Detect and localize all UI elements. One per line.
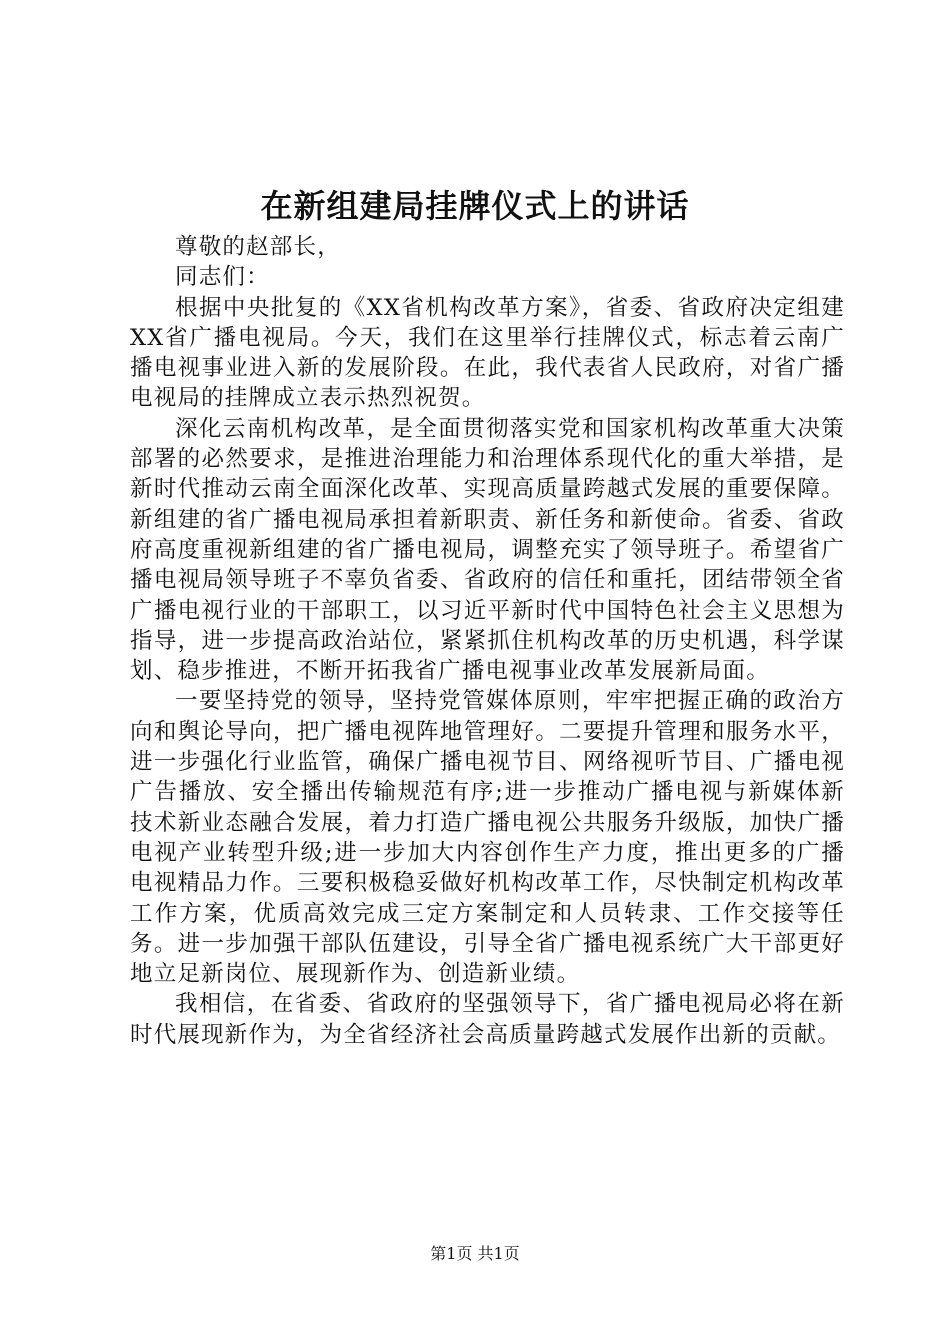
body-paragraph: 深化云南机构改革，是全面贯彻落实党和国家机构改革重大决策部署的必然要求，是推进治理能力和治理体系现代化的重大举措，是新时代推动云南全面深化改革、实现高质量跨越式发展的重要保障。新组建的省广播电视局承担着新职责、新任务和新使命。省委、省政府高度重视新组建的省广播电视局，调整充实了领导班子。希望省广播电视局领导班子不辜负省委、省政府的信任和重托，团结带领全省广播电视行业的干部职工，以习近平新时代中国特色社会主义思想为指导，进一步提高政治站位，紧紧抓住机构改革的历史机遇，科学谋划、稳步推进，不断开拓我省广播电视事业改革发展新局面。 bbox=[130, 415, 845, 685]
salutation-line: 同志们： bbox=[175, 264, 270, 291]
body-paragraph: 我相信，在省委、省政府的坚强领导下，省广播电视局必将在新时代展现新作为，为全省经济社会高质量跨越式发展作出新的贡献。 bbox=[130, 991, 845, 1048]
page-footer: 第1页 共1页 bbox=[430, 1244, 520, 1263]
body-paragraph: 根据中央批复的《XX省机构改革方案》，省委、省政府决定组建XX省广播电视局。今天，我们在这里举行挂牌仪式，标志着云南广播电视事业进入新的发展阶段。在此，我代表省人民政府，对省广播电视局的挂牌成立表示热烈祝贺。 bbox=[130, 294, 845, 412]
page-title: 在新组建局挂牌仪式上的讲话 bbox=[260, 187, 690, 225]
salutation-line: 尊敬的赵部长， bbox=[175, 234, 341, 260]
body-paragraph: 一要坚持党的领导，坚持党管媒体原则，牢牢把握正确的政治方向和舆论导向，把广播电视阵地管理好。二要提升管理和服务水平，进一步强化行业监管，确保广播电视节目、网络视听节目、广播电视广告播放、安全播出传输规范有序;进一步推动广播电视与新媒体新技术新业态融合发展，着力打造广播电视公共服务升级版，加快广播电视产业转型升级;进一步加大内容创作生产力度，推出更多的广播电视精品力作。三要积极稳妥做好机构改革工作，尽快制定机构改革工作方案，优质高效完成三定方案制定和人员转隶、工作交接等任务。进一步加强干部队伍建设，引导全省广播电视系统广大干部更好地立足新岗位、展现新作为、创造新业绩。 bbox=[130, 688, 845, 988]
document-body bbox=[130, 232, 845, 1050]
